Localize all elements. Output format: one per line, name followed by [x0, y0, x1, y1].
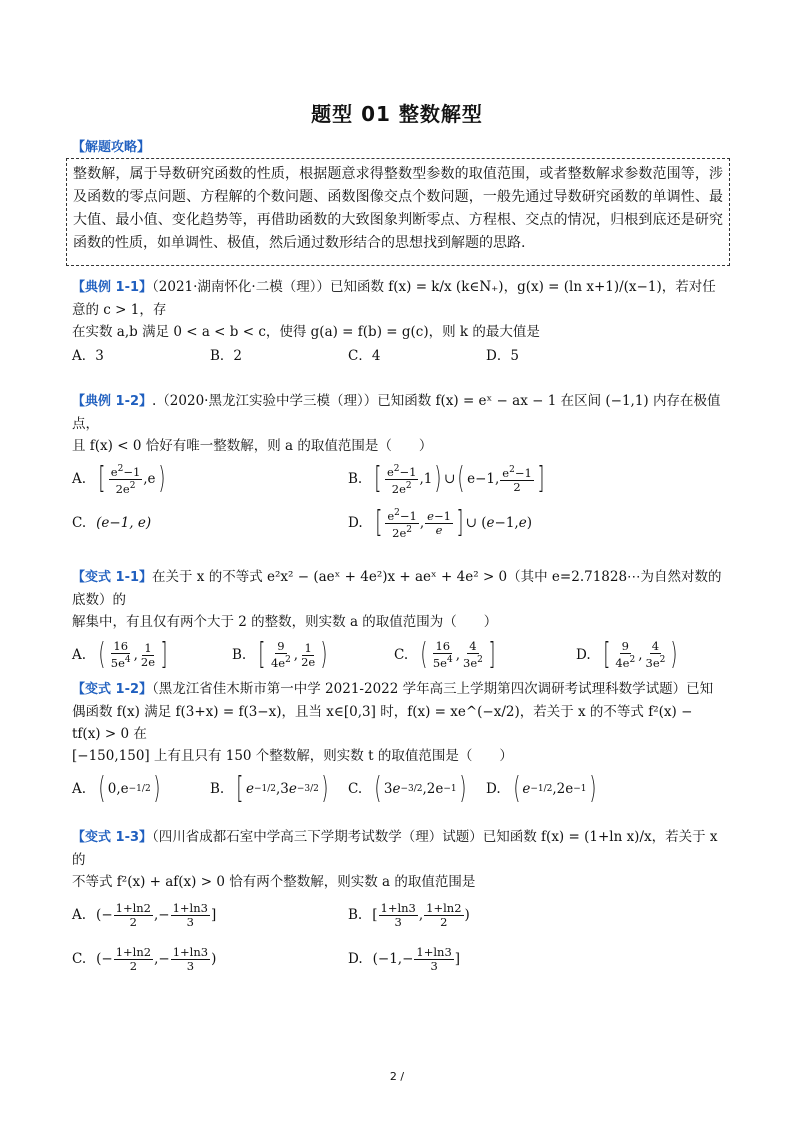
problem-5-options-row1	[72, 893, 724, 937]
problem-2-option-a[interactable]: A. [ $\frac{e^2-1}{2e^2}$ ,e )	[72, 461, 165, 496]
problem-1-options	[72, 343, 724, 369]
problem-2-source: .（2020·黑龙江实验中学三模（理））	[152, 393, 378, 409]
problem-3-option-b[interactable]: B. [ $\frac{9}{4e^2}$ , $\frac{1}{2e}$ )	[232, 637, 328, 672]
problem-1-line1: 已知函数 f(x) = k/x (k∈N₊)，g(x) = (ln x+1)/(x−1)，若对任意的 c > 1，存	[72, 279, 716, 318]
problem-3-option-c[interactable]: C. ( $\frac{16}{5e^4}$ , $\frac{4}{3e^2}$ ]	[394, 637, 496, 672]
problem-4-line2: 偶函数 f(x) 满足 f(3+x) = f(3−x)，且当 x∈[0,3] 时，f(x) = xe^(−x/2)，若关于 x 的不等式 f²(x) − tf(x) > 0 在	[72, 704, 693, 742]
problem-5-option-c[interactable]: C. (− $\frac{1+\ln 2}{2}$ ,− $\frac{1+\ln 3}{3}$ )	[72, 944, 217, 973]
problem-2-line1: 已知函数 f(x) = eˣ − ax − 1 在区间 (−1,1) 内存在极值点，	[72, 393, 721, 432]
problem-2-tag: 【典例 1-2】	[72, 394, 153, 409]
problem-2-line2: 且 f(x) < 0 恰好有唯一整数解，则 a 的取值范围是（ ）	[72, 438, 433, 454]
problem-5-line2: 不等式 f²(x) + af(x) > 0 恰有两个整数解，则实数 a 的取值范围是	[72, 874, 476, 890]
problem-3-option-a[interactable]: A. ( $\frac{16}{5e^4}$ , $\frac{1}{2e}$ ]	[72, 637, 168, 672]
problem-2	[72, 390, 724, 545]
problem-4-option-a[interactable]: A. ( 0,e −1/2 )	[72, 771, 161, 806]
strategy-label: 【解题攻略】	[72, 140, 151, 155]
problem-4	[72, 678, 724, 811]
problem-4-option-c[interactable]: C. ( 3 e −3/2 ,2e −1 )	[348, 771, 467, 806]
problem-3-option-d[interactable]: D. [ $\frac{9}{4e^2}$ , $\frac{4}{3e^2}$ )	[576, 637, 678, 672]
problem-1-option-b[interactable]: B．2	[210, 348, 243, 364]
page-number: 2 /	[389, 1070, 405, 1083]
problem-3-line1: 在关于 x 的不等式 e²x² − (aeˣ + 4e²)x + aeˣ + 4e² > 0（其中 e=2.71828⋯为自然对数的底数）的	[72, 569, 722, 608]
problem-5-options-row2	[72, 937, 724, 981]
problem-4-tag: 【变式 1-2】	[72, 682, 153, 697]
problem-1-option-a[interactable]: A．3	[72, 348, 104, 364]
problem-3-line2: 解集中，有且仅有两个大于 2 的整数，则实数 a 的取值范围为（ ）	[72, 614, 498, 630]
problem-5-option-b[interactable]: B. [ $\frac{1+\ln 3}{3}$ , $\frac{1+\ln 2}{2}$ )	[348, 900, 470, 929]
problem-5-source: （四川省成都石室中学高三下学期考试数学（理）试题）	[152, 829, 483, 845]
problem-1-line2: 在实数 a,b 满足 0 < a < b < c，使得 g(a) = f(b) = g(c)，则 k 的最大值是	[72, 324, 540, 340]
problem-1	[72, 276, 724, 369]
problem-4-line1-end: 已知	[686, 681, 714, 697]
strategy-text: 整数解，属于导数研究函数的性质，根据题意求得整数型参数的取值范围，或者整数解求参数范围等，涉及函数的零点问题、方程解的个数问题、函数图像交点个数问题，一般先通过导数研究函数的单调性、最大值、最小值、变化趋势等，再借助函数的大致图象判断零点、方程根、交点的情况，归根到底还是研究函数的性质，如单调性、极值，然后通过数形结合的思想找到解题的思路.	[73, 166, 723, 251]
problem-5	[72, 826, 724, 981]
problem-2-options-row2	[72, 501, 724, 545]
problem-3	[72, 566, 724, 677]
problem-4-options	[72, 767, 724, 811]
problem-1-option-c[interactable]: C．4	[348, 348, 381, 364]
strategy-box	[66, 158, 730, 266]
problem-1-option-d[interactable]: D．5	[486, 348, 519, 364]
page-title: 题型 01 整数解型	[311, 102, 483, 126]
problem-3-tag: 【变式 1-1】	[72, 570, 153, 585]
problem-2-option-d[interactable]: D. [ $\frac{e^2-1}{2e^2}$ , $\frac{e-1}{e}$ ] ∪ ( e −1, e )	[348, 505, 532, 540]
problem-2-option-b[interactable]: B. [ $\frac{e^2-1}{2e^2}$ ,1 ) ∪ ( e−1, $\frac{e^2-1}{2}$ ]	[348, 461, 545, 496]
problem-2-options-row1	[72, 457, 724, 501]
problem-3-options	[72, 633, 724, 677]
problem-4-line3: [−150,150] 上有且只有 150 个整数解，则实数 t 的取值范围是（ ）	[72, 748, 513, 764]
problem-2-option-c[interactable]: C. (e−1, e)	[72, 515, 152, 531]
problem-4-option-d[interactable]: D. ( e −1/2 ,2e −1 )	[486, 771, 596, 806]
problem-5-option-d[interactable]: D. (−1,− $\frac{1+\ln 3}{3}$ ]	[348, 944, 461, 973]
problem-1-source: （2021·湖南怀化·二模（理））	[152, 279, 330, 295]
problem-4-option-b[interactable]: B. [ e −1/2 ,3 e −3/2 )	[210, 771, 329, 806]
problem-5-line1: 已知函数 f(x) = (1+ln x)/x，若关于 x 的	[72, 829, 718, 868]
problem-1-tag: 【典例 1-1】	[72, 280, 153, 295]
problem-5-tag: 【变式 1-3】	[72, 830, 153, 845]
problem-5-option-a[interactable]: A. (− $\frac{1+\ln 2}{2}$ ,− $\frac{1+\ln 3}{3}$ ]	[72, 900, 217, 929]
problem-4-source: （黑龙江省佳木斯市第一中学 2021-2022 学年高三上学期第四次调研考试理科数学试题）	[152, 681, 687, 697]
